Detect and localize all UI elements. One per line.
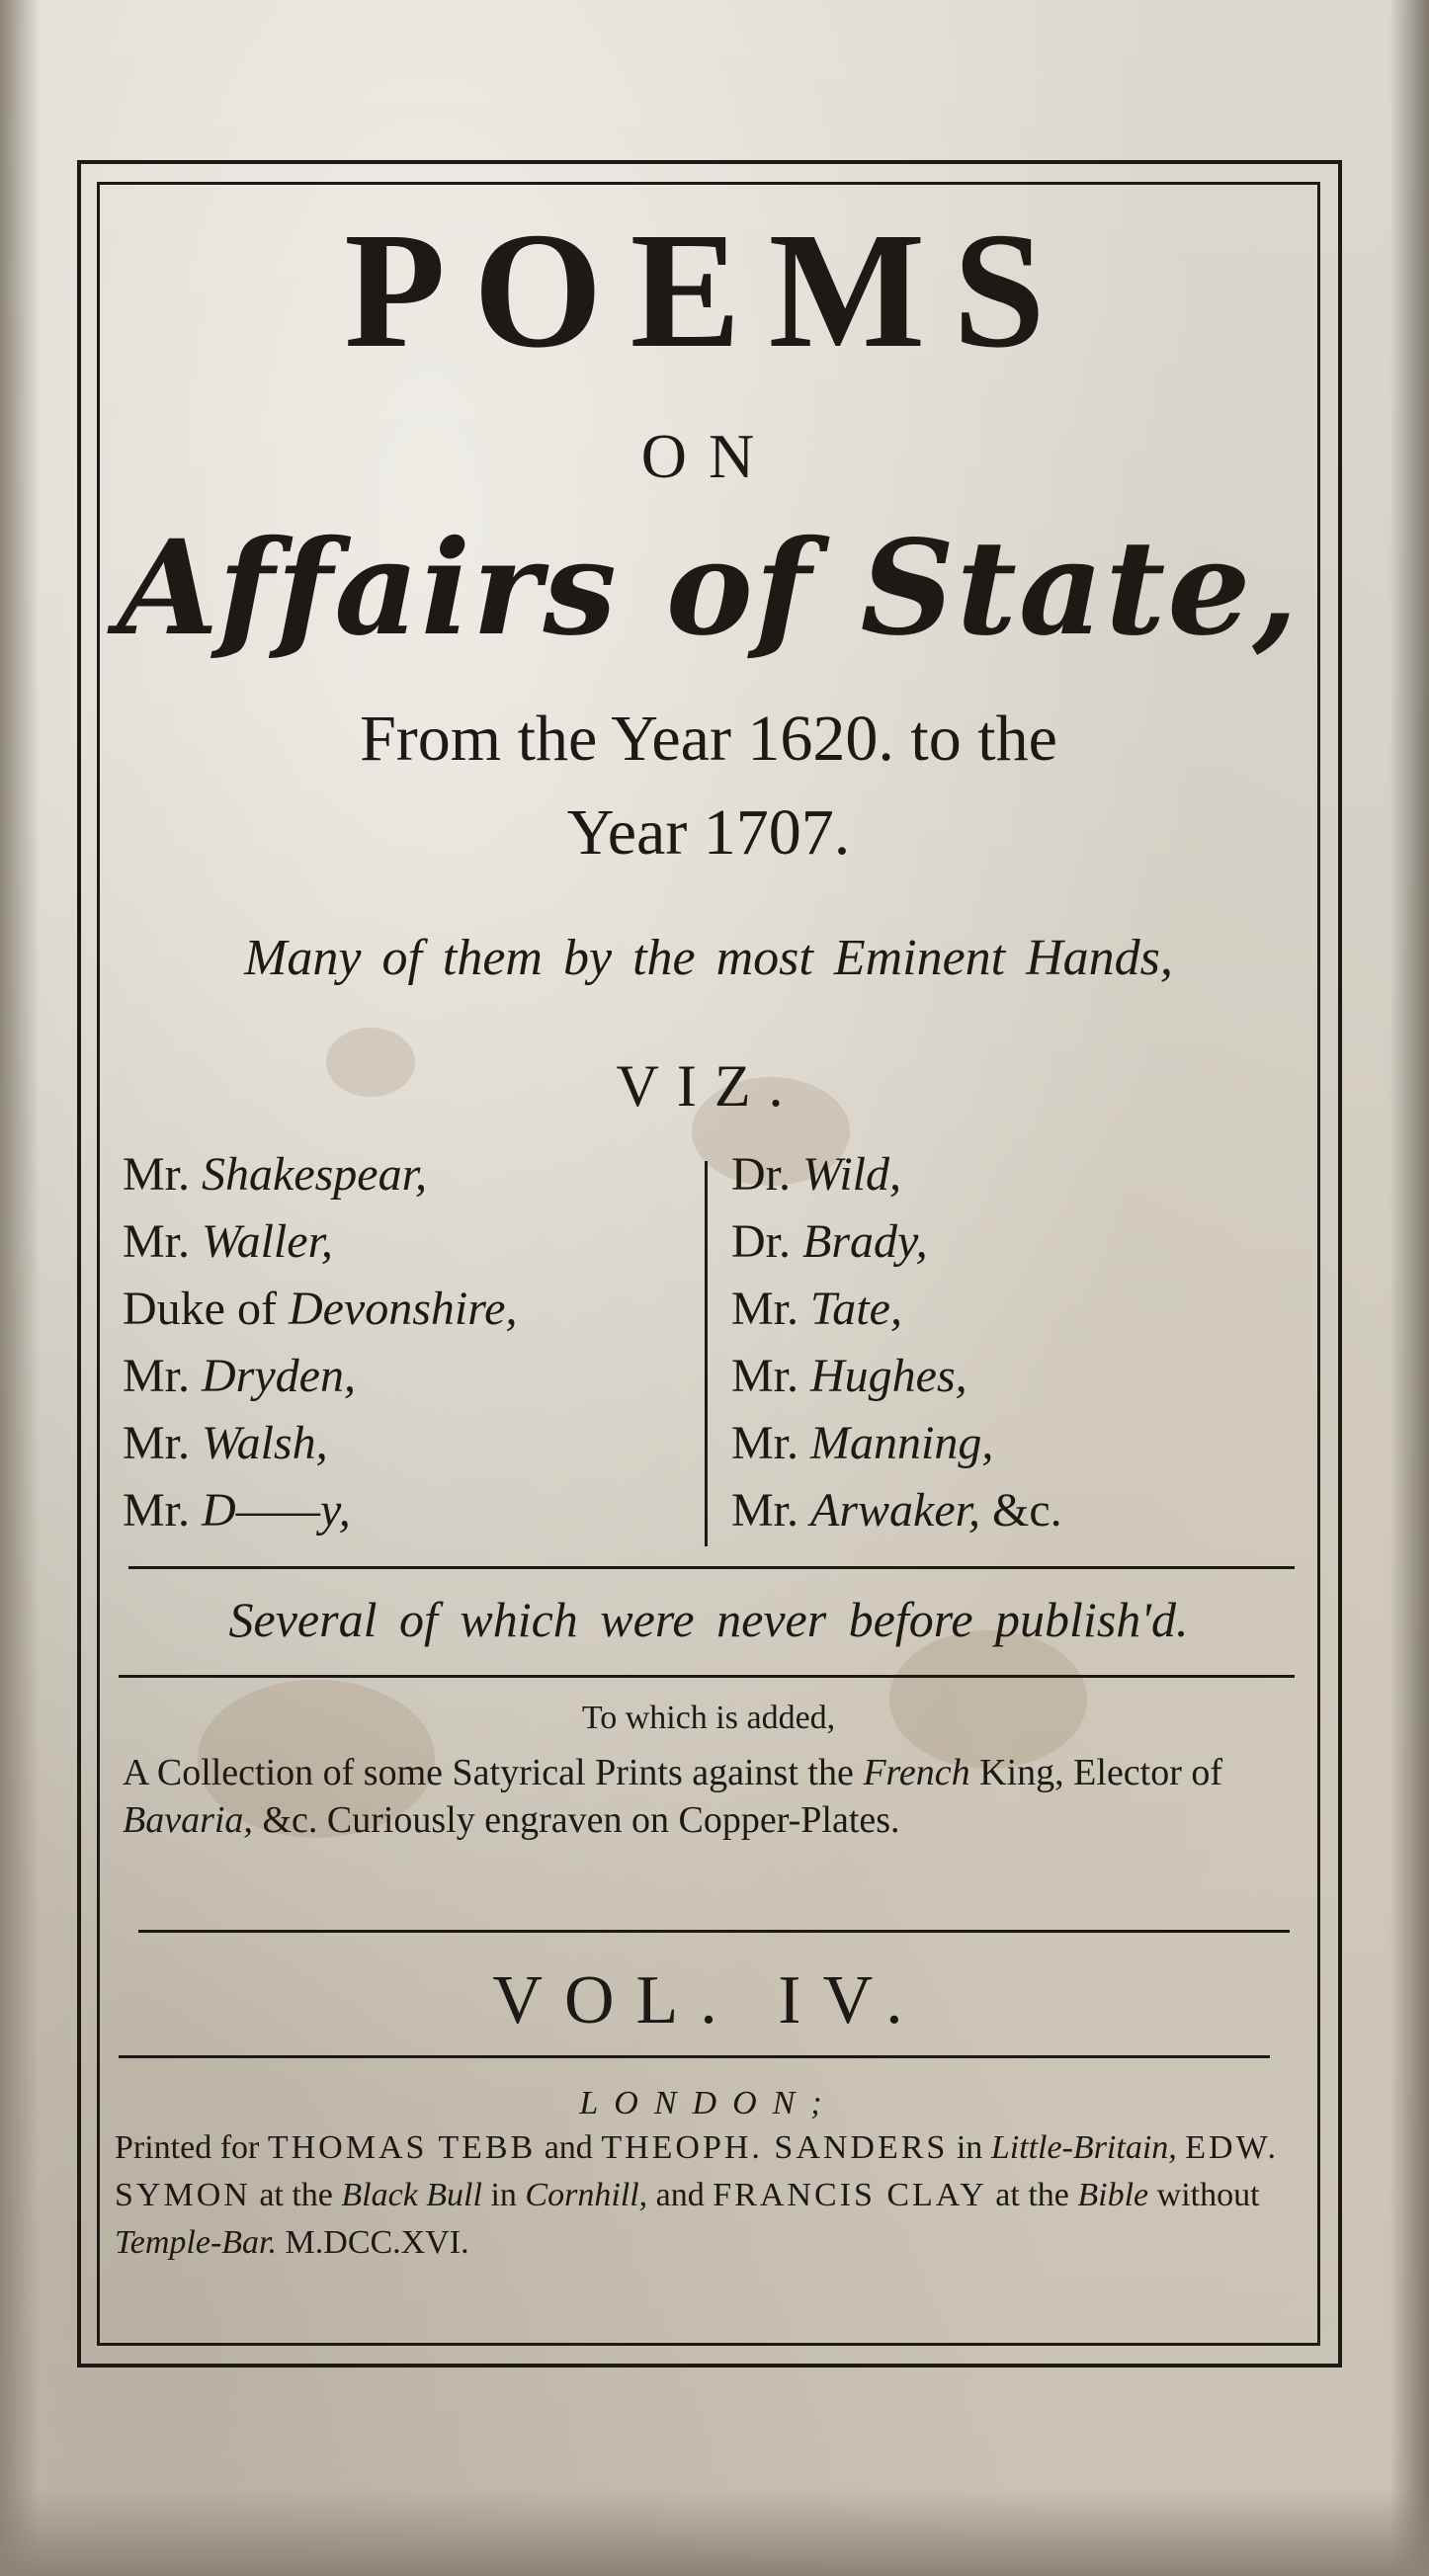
author-entry: Mr. Tate, xyxy=(731,1283,902,1335)
year-range-line-1: From the Year 1620. to the xyxy=(360,703,1057,775)
page-shadow-left xyxy=(0,0,40,2576)
author-entry: Mr. D——y, xyxy=(123,1484,351,1537)
title-on: ON xyxy=(640,421,777,491)
author-entry: Mr. Arwaker, &c. xyxy=(731,1484,1062,1537)
author-entry: Mr. Manning, xyxy=(731,1417,994,1469)
rule-below-volume xyxy=(119,2055,1270,2058)
page-shadow-bottom xyxy=(0,2487,1429,2576)
volume-number: VOL. IV. xyxy=(492,1962,925,2038)
authors-column-divider xyxy=(705,1161,708,1546)
author-entry: Mr. Waller, xyxy=(123,1215,333,1268)
author-entry: Dr. Brady, xyxy=(731,1215,928,1268)
title-affairs-of-state: Affairs of State, xyxy=(117,512,1301,665)
page-shadow-right xyxy=(1389,0,1429,2576)
imprint-text: Printed for THOMAS TEBB and THEOPH. SANDERS in Little-Britain, EDW. SYMON at the Black Bull in Cornhill, and FRANCIS CLAY at the Bible without Temple-Bar. M.DCC.XVI. xyxy=(115,2129,1280,2261)
author-entry: Dr. Wild, xyxy=(731,1148,902,1201)
authors-column-left xyxy=(123,1141,696,1544)
viz-heading: VIZ. xyxy=(616,1053,801,1119)
author-entry: Mr. Dryden, xyxy=(123,1350,356,1402)
author-entry: Mr. Hughes, xyxy=(731,1350,967,1402)
rule-above-volume xyxy=(138,1930,1290,1933)
authors-column-right xyxy=(731,1141,1304,1544)
author-entry: Mr. Walsh, xyxy=(123,1417,328,1469)
collection-description: A Collection of some Satyrical Prints against the French King, Elector of Bavaria, &c. Curiously engraven on Copper-Plates. xyxy=(123,1752,1223,1841)
rule-below-never-published xyxy=(119,1675,1295,1678)
title-page-content xyxy=(109,188,1308,2342)
eminent-hands-line: Many of them by the most Eminent Hands, xyxy=(244,930,1173,986)
author-entry: Duke of Devonshire, xyxy=(123,1283,518,1335)
never-published-line: Several of which were never before publish'd. xyxy=(228,1592,1189,1647)
title-poems: POEMS xyxy=(344,199,1073,382)
imprint-city: LONDON; xyxy=(579,2085,838,2121)
rule-above-never-published xyxy=(128,1566,1295,1569)
author-entry: Mr. Shakespear, xyxy=(123,1148,427,1201)
to-which-is-added: To which is added, xyxy=(581,1700,836,1736)
year-range-line-2: Year 1707. xyxy=(566,796,851,869)
